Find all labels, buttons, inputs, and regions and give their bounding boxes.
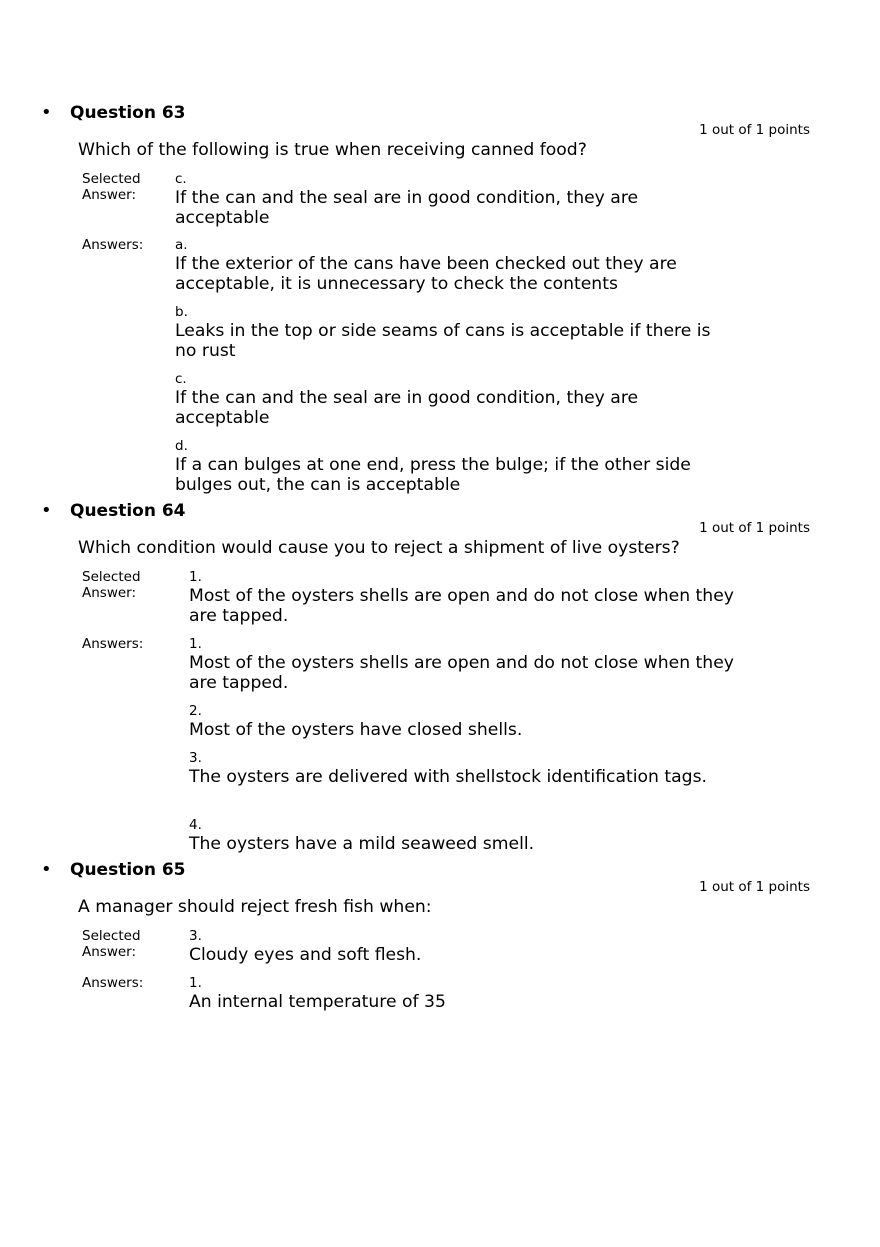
choice-letter: a.	[175, 237, 188, 253]
choice-text: Most of the oysters have closed shells.	[189, 720, 523, 740]
selected-answer-label: Selected Answer:	[82, 569, 141, 601]
answers-label: Answers:	[82, 975, 144, 991]
selected-answer	[175, 171, 735, 228]
choice-letter: 3.	[189, 750, 202, 766]
answer-option-2	[189, 703, 749, 740]
choice-text: The oysters have a mild seaweed smell.	[189, 834, 535, 854]
question-title: Question 64	[70, 501, 186, 521]
selected-answer-label: Selected Answer:	[82, 928, 141, 960]
question-points: 1 out of 1 points	[699, 879, 810, 895]
choice-text: Leaks in the top or side seams of cans is acceptable if there is no rust	[175, 321, 711, 361]
choice-text: If a can bulges at one end, press the bulge; if the other side bulges out, the can is acceptable	[175, 455, 691, 495]
choice-text: If the exterior of the cans have been checked out they are acceptable, it is unnecessary to check the contents	[175, 254, 677, 294]
question-points: 1 out of 1 points	[699, 122, 810, 138]
choice-text: Most of the oysters shells are open and do not close when they are tapped.	[189, 586, 734, 626]
question-text: Which of the following is true when receiving canned food?	[78, 140, 587, 160]
choice-text: If the can and the seal are in good condition, they are acceptable	[175, 188, 639, 228]
choice-letter: b.	[175, 304, 188, 320]
choice-text: If the can and the seal are in good condition, they are acceptable	[175, 388, 639, 428]
selected-answer	[189, 569, 749, 626]
bullet-icon: •	[41, 859, 52, 880]
answer-option-4	[189, 817, 749, 854]
choice-letter: 3.	[189, 928, 202, 944]
choice-letter: 1.	[189, 636, 202, 652]
question-text: A manager should reject fresh fish when:	[78, 897, 432, 917]
question-title: Question 65	[70, 860, 186, 880]
bullet-icon: •	[41, 102, 52, 123]
choice-text: Cloudy eyes and soft flesh.	[189, 945, 422, 965]
answer-option-a	[175, 237, 735, 294]
question-title: Question 63	[70, 103, 186, 123]
choice-text: An internal temperature of 35	[189, 992, 446, 1012]
choice-letter: 1.	[189, 975, 202, 991]
question-points: 1 out of 1 points	[699, 520, 810, 536]
choice-letter: 4.	[189, 817, 202, 833]
selected-answer-label: Selected Answer:	[82, 171, 141, 203]
choice-text: The oysters are delivered with shellstock identification tags.	[189, 767, 707, 787]
choice-letter: c.	[175, 171, 187, 187]
answer-option-b	[175, 304, 735, 361]
choice-letter: 1.	[189, 569, 202, 585]
choice-text: Most of the oysters shells are open and do not close when they are tapped.	[189, 653, 734, 693]
choice-letter: d.	[175, 438, 188, 454]
choice-letter: c.	[175, 371, 187, 387]
answer-option-c	[175, 371, 735, 428]
selected-answer	[189, 928, 749, 965]
answer-option-1	[189, 975, 749, 1012]
choice-letter: 2.	[189, 703, 202, 719]
answers-label: Answers:	[82, 636, 144, 652]
answer-option-d	[175, 438, 735, 495]
bullet-icon: •	[41, 500, 52, 521]
answer-option-1	[189, 636, 749, 693]
question-text: Which condition would cause you to reject a shipment of live oysters?	[78, 538, 680, 558]
answer-option-3	[189, 750, 749, 787]
answers-label: Answers:	[82, 237, 144, 253]
